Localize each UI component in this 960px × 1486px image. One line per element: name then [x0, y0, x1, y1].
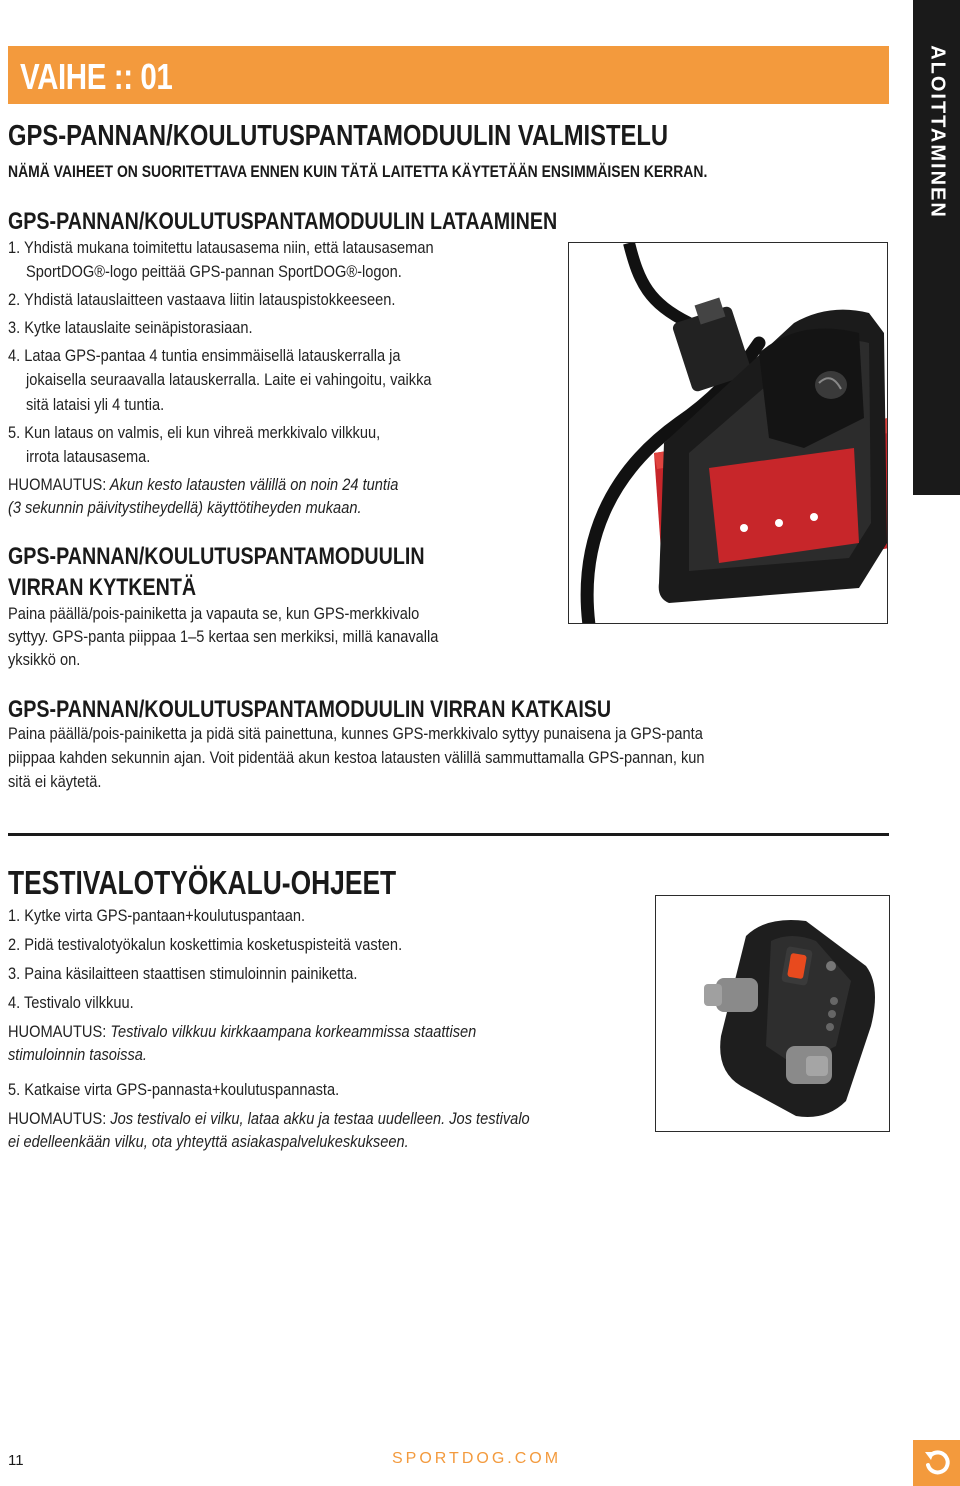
charging-line: SportDOG®-logo peittää GPS-pannan SportDOG®-logon. [26, 262, 402, 281]
test-tool-title: TESTIVALOTYÖKALU-OHJEET [8, 864, 397, 901]
charging-title: GPS-PANNAN/KOULUTUSPANTAMODUULIN LATAAMINEN [8, 208, 558, 235]
power-off-line: piippaa kahden sekunnin ajan. Voit pidentää akun kestoa latausten välillä sammuttamalla GPS-pannan, kun [8, 748, 705, 767]
power-off-line: Paina päällä/pois-painiketta ja pidä sitä painettuna, kunnes GPS-merkkivalo syttyy punaisena ja GPS-panta [8, 724, 703, 743]
test-tool-note [8, 1107, 530, 1130]
prep-subtitle: NÄMÄ VAIHEET ON SUORITETTAVA ENNEN KUIN TÄTÄ LAITETTA KÄYTETÄÄN ENSIMMÄISEN KERRAN. [8, 162, 708, 181]
return-arrow-icon [922, 1448, 952, 1478]
step-title: VAIHE :: 01 [20, 56, 173, 97]
test-tool-line: 3. Paina käsilaitteen staattisen stimuloinnin painiketta. [8, 964, 358, 983]
charging-note-line: (3 sekunnin päivitystiheydellä) käyttötiheyden mukaan. [8, 498, 362, 517]
power-on-line: syttyy. GPS-panta piippaa 1–5 kertaa sen merkiksi, millä kanavalla [8, 627, 439, 646]
note-text: Akun kesto latausten välillä on noin 24 tuntia [109, 475, 399, 494]
charging-line: 1. Yhdistä mukana toimitettu latausasema niin, että latausaseman [8, 238, 434, 257]
test-light-tool-image [656, 896, 890, 1132]
power-on-title: GPS-PANNAN/KOULUTUSPANTAMODUULIN [8, 543, 425, 570]
test-tool-line: 4. Testivalo vilkkuu. [8, 993, 134, 1012]
test-tool-note-line: ei edelleenkään vilku, ota yhteyttä asiakaspalvelukeskukseen. [8, 1132, 409, 1151]
power-on-title: VIRRAN KYTKENTÄ [8, 574, 197, 601]
charging-line: 2. Yhdistä latauslaitteen vastaava liitin latauspistokkeeseen. [8, 290, 396, 309]
note-text: Testivalo vilkkuu kirkkaampana korkeammissa staattisen [110, 1022, 477, 1041]
back-button[interactable] [913, 1440, 960, 1486]
section-divider [8, 833, 889, 836]
power-off-line: sitä ei käytetä. [8, 772, 102, 791]
note-text: Jos testivalo ei vilku, lataa akku ja testaa uudelleen. Jos testivalo [110, 1109, 530, 1128]
collar-charging-photo [568, 242, 888, 624]
test-tool-note [8, 1020, 476, 1043]
section-side-tab[interactable] [913, 0, 960, 495]
charging-note [8, 473, 398, 496]
power-off-title: GPS-PANNAN/KOULUTUSPANTAMODUULIN VIRRAN KATKAISU [8, 696, 612, 723]
charging-line: irrota latausasema. [26, 447, 151, 466]
test-light-tool-photo [655, 895, 890, 1132]
note-label: HUOMAUTUS: [8, 1109, 107, 1128]
test-tool-line: 5. Katkaise virta GPS-pannasta+koulutuspannasta. [8, 1080, 340, 1099]
charging-line: 3. Kytke latauslaite seinäpistorasiaan. [8, 318, 253, 337]
test-tool-line: 1. Kytke virta GPS-pantaan+koulutuspantaan. [8, 906, 306, 925]
power-on-line: Paina päällä/pois-painiketta ja vapauta se, kun GPS-merkkivalo [8, 604, 420, 623]
prep-title: GPS-PANNAN/KOULUTUSPANTAMODUULIN VALMISTELU [8, 120, 669, 152]
power-on-line: yksikkö on. [8, 650, 81, 669]
charging-line: 4. Lataa GPS-pantaa 4 tuntia ensimmäisellä latauskerralla ja [8, 346, 401, 365]
note-label: HUOMAUTUS: [8, 475, 107, 494]
gps-collar-charger-image [569, 243, 888, 624]
charging-line: jokaisella seuraavalla latauskerralla. Laite ei vahingoitu, vaikka [26, 370, 432, 389]
charging-line: 5. Kun lataus on valmis, eli kun vihreä merkkivalo vilkkuu, [8, 423, 381, 442]
test-tool-line: 2. Pidä testivalotyökalun koskettimia kosketuspisteitä vasten. [8, 935, 403, 954]
side-tab-label: ALOITTAMINEN [926, 45, 948, 219]
step-banner [8, 46, 889, 104]
brand-website-link[interactable]: SPORTDOG.COM [392, 1450, 562, 1467]
note-label: HUOMAUTUS: [8, 1022, 107, 1041]
page-number: 11 [8, 1452, 24, 1469]
test-tool-note-line: stimuloinnin tasoissa. [8, 1045, 147, 1064]
charging-line: sitä lataisi yli 4 tuntia. [26, 395, 165, 414]
